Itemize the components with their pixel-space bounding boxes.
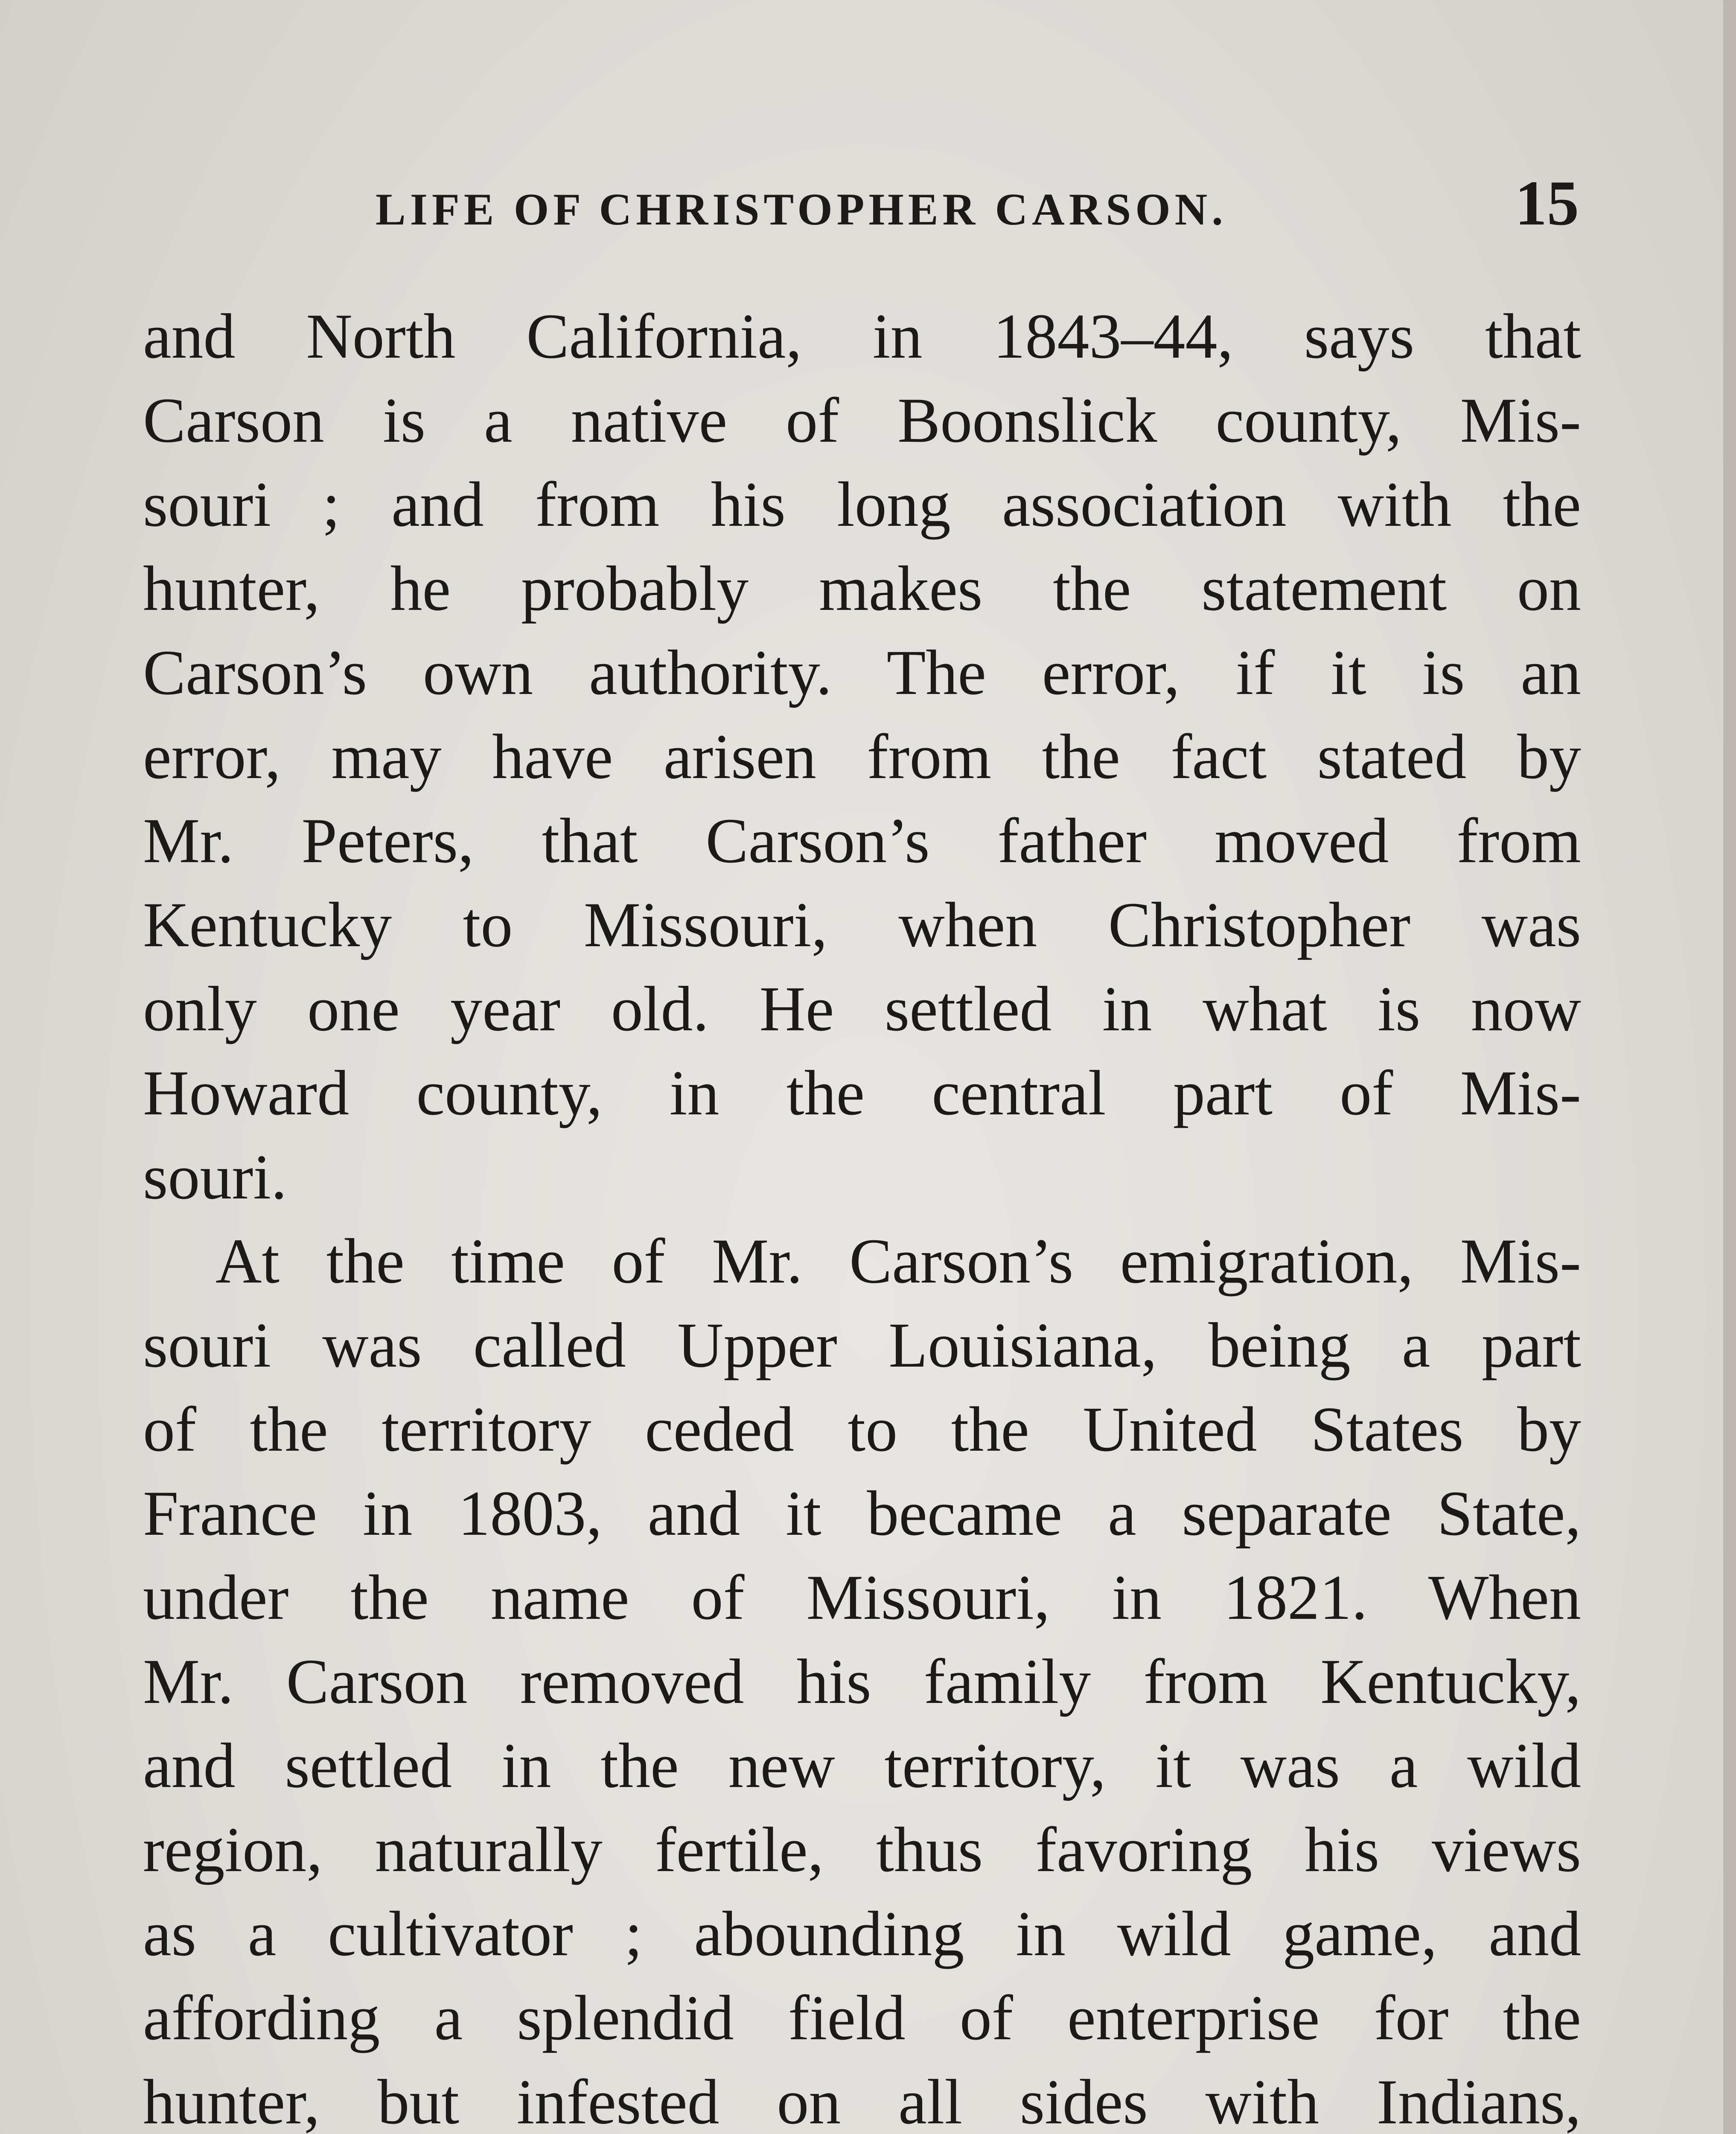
text-line: souri ; and from his long association with the bbox=[143, 469, 1581, 540]
text-line: France in 1803, and it became a separate State, bbox=[143, 1478, 1581, 1549]
text-line: Carson’s own authority. The error, if it is an bbox=[143, 637, 1581, 708]
text-line: Kentucky to Missouri, when Christopher was bbox=[143, 889, 1581, 960]
running-head: LIFE OF CHRISTOPHER CARSON. bbox=[376, 184, 1227, 234]
text-line: Mr. Peters, that Carson’s father moved from bbox=[143, 805, 1581, 876]
text-line: At the time of Mr. Carson’s emigration, Mis- bbox=[216, 1226, 1581, 1297]
text-line: error, may have arisen from the fact stated by bbox=[143, 721, 1581, 792]
text-line: of the territory ceded to the United States by bbox=[143, 1394, 1581, 1465]
page-number: 15 bbox=[1515, 168, 1579, 239]
text-line: Carson is a native of Boonslick county, Mis- bbox=[143, 385, 1581, 456]
text-line: region, naturally fertile, thus favoring his views bbox=[143, 1814, 1581, 1885]
text-line: hunter, but infested on all sides with Indians, bbox=[143, 2067, 1581, 2134]
text-line: only one year old. He settled in what is now bbox=[143, 974, 1581, 1044]
text-line: under the name of Missouri, in 1821. When bbox=[143, 1562, 1581, 1633]
text-line: affording a splendid field of enterprise for the bbox=[143, 1982, 1581, 2053]
text-line: and North California, in 1843–44, says that bbox=[143, 301, 1581, 372]
page-edge bbox=[1723, 0, 1736, 2134]
page-header bbox=[145, 158, 1579, 243]
text-line: Mr. Carson removed his family from Kentucky, bbox=[143, 1646, 1581, 1717]
text-line: as a cultivator ; abounding in wild game, and bbox=[143, 1898, 1581, 1969]
text-line: and settled in the new territory, it was a wild bbox=[143, 1730, 1581, 1801]
body-text bbox=[143, 294, 1581, 2134]
text-line: hunter, he probably makes the statement on bbox=[143, 553, 1581, 624]
text-line: Howard county, in the central part of Mis- bbox=[143, 1058, 1581, 1128]
text-line: souri was called Upper Louisiana, being a part bbox=[143, 1310, 1581, 1381]
text-line: souri. bbox=[143, 1142, 287, 1213]
